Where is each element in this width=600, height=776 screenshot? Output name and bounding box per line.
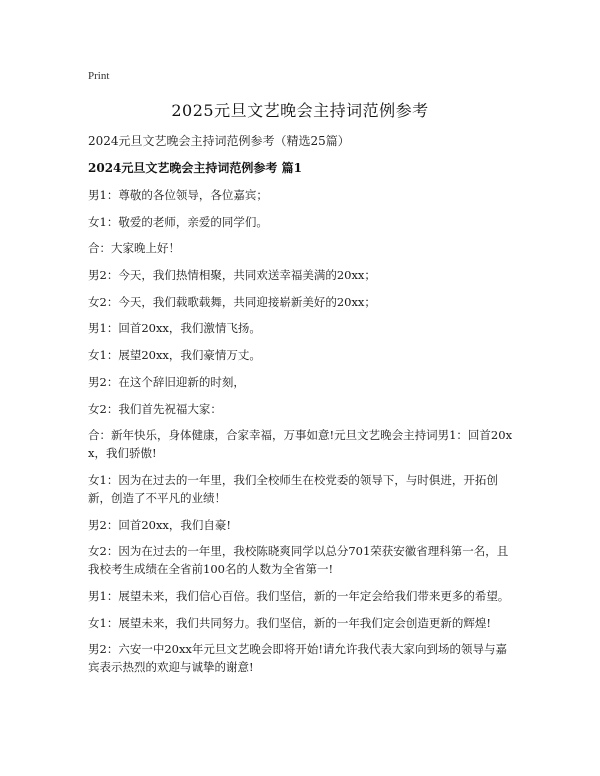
script-line: 女2：今天，我们载歌载舞，共同迎接崭新美好的20xx；: [88, 294, 376, 309]
script-line: 女1：敬爱的老师，亲爱的同学们。: [88, 214, 268, 229]
script-line: 合：大家晚上好！: [88, 241, 180, 256]
script-lines: [88, 186, 516, 685]
script-line: 男2：在这个辞旧迎新的时刻，: [88, 374, 245, 389]
page-title: 2025元旦文艺晚会主持词范例参考: [171, 101, 429, 120]
script-line: 男2：六安一中20xx年元旦文艺晚会即将开始!请允许我代表大家向到场的领导与嘉宾表示热烈的欢迎与诚挚的谢意!: [88, 642, 508, 675]
document-subtitle: 2024元旦文艺晚会主持词范例参考（精选25篇）: [88, 134, 350, 148]
script-line: 女2：因为在过去的一年里，我校陈晓爽同学以总分701荣获安徽省理科第一名，且我校考生成绩在全省前100名的人数为全省第一!: [88, 544, 509, 577]
script-line: 男1：回首20xx，我们激情飞扬。: [88, 321, 261, 336]
script-line: 女2：我们首先祝福大家：: [88, 401, 222, 416]
section-heading: 2024元旦文艺晚会主持词范例参考 篇1: [88, 161, 302, 175]
script-line: 女1：因为在过去的一年里，我们全校师生在校党委的领导下，与时俱进，开拓创新，创造了不平凡的业绩！: [88, 472, 498, 505]
script-line: 男2：回首20xx，我们自豪!: [88, 517, 232, 532]
print-label[interactable]: Print: [88, 70, 110, 82]
script-line: 男2：今天，我们热情相聚，共同欢送幸福美满的20xx；: [88, 268, 376, 283]
script-line: 女1：展望20xx，我们豪情万丈。: [88, 348, 261, 363]
script-line: 女1：展望未来，我们共同努力。我们坚信，新的一年我们定会创造更新的辉煌!: [88, 615, 491, 630]
script-line: 男1：展望未来，我们信心百倍。我们坚信，新的一年定会给我们带来更多的希望。: [88, 588, 510, 603]
script-line: 男1：尊敬的各位领导，各位嘉宾；: [88, 188, 268, 202]
script-line: 合：新年快乐，身体健康，合家幸福，万事如意!元旦文艺晚会主持词男1：回首20xx，我们骄傲!: [88, 428, 513, 461]
